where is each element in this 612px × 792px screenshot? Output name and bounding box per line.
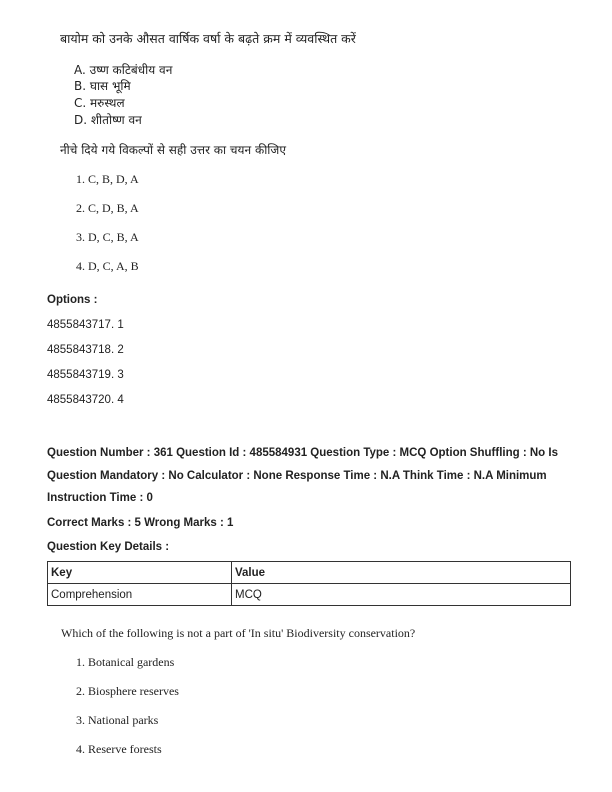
table-cell: MCQ	[232, 584, 571, 606]
answer-choice: 1. Botanical gardens	[76, 655, 175, 669]
question-text: बायोम को उनके औसत वार्षिक वर्षा के बढ़ते क्रम में व्यवस्थित करें	[60, 31, 356, 46]
key-details-label: Question Key Details :	[47, 541, 170, 553]
option-id: 4855843717. 1	[47, 319, 124, 331]
table-header-cell: Key	[48, 562, 232, 584]
question-text: Which of the following is not a part of 'In situ' Biodiversity conservation?	[61, 626, 416, 640]
table-cell: Comprehension	[48, 584, 232, 606]
answer-choice: 2. Biosphere reserves	[76, 684, 179, 698]
list-item: D. शीतोष्ण वन	[74, 113, 142, 127]
marks-line: Correct Marks : 5 Wrong Marks : 1	[47, 517, 234, 529]
table-header-row	[48, 562, 571, 584]
answer-choice: 2. C, D, B, A	[76, 201, 139, 215]
table-header-cell: Value	[232, 562, 571, 584]
option-id: 4855843718. 2	[47, 344, 124, 356]
question-meta-line: Question Mandatory : No Calculator : None Response Time : N.A Think Time : N.A Minimum	[47, 470, 547, 482]
answer-choice: 1. C, B, D, A	[76, 172, 139, 186]
option-id: 4855843719. 3	[47, 369, 124, 381]
option-id: 4855843720. 4	[47, 394, 124, 406]
question-meta-line: Question Number : 361 Question Id : 485584931 Question Type : MCQ Option Shuffling : No Is	[47, 447, 558, 459]
question-meta-line: Instruction Time : 0	[47, 492, 153, 504]
table-row	[48, 584, 571, 606]
list-item: A. उष्ण कटिबंधीय वन	[74, 63, 173, 77]
answer-choice: 4. D, C, A, B	[76, 259, 139, 273]
answer-choice: 4. Reserve forests	[76, 742, 162, 756]
list-item: C. मरुस्थल	[74, 96, 125, 110]
key-details-table	[47, 561, 571, 606]
options-label: Options :	[47, 294, 98, 306]
answer-choice: 3. D, C, B, A	[76, 230, 139, 244]
instruction-text: नीचे दिये गये विकल्पों से सही उत्तर का चयन कीजिए	[60, 143, 286, 157]
list-item: B. घास भूमि	[74, 79, 131, 93]
answer-choice: 3. National parks	[76, 713, 159, 727]
